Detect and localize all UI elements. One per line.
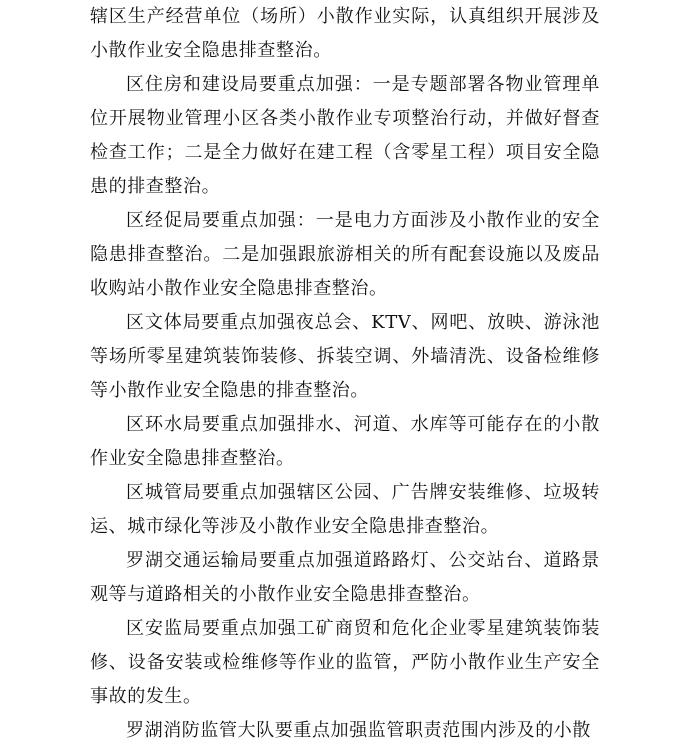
paragraph-environment-bureau: 区环水局要重点加强排水、河道、水库等可能存在的小散作业安全隐患排查整治。 [90,414,600,469]
paragraph-culture-bureau: 区文体局要重点加强夜总会、KTV、网吧、放映、游泳池等场所零星建筑装饰装修、拆装空调、外墙清洗、设备检维修等小散作业安全隐患的排查整治。 [90,312,600,401]
paragraph-safety-bureau: 区安监局要重点加强工矿商贸和危化企业零星建筑装饰装修、设备安装或检维修等作业的监管，严防小散作业生产安全事故的发生。 [90,618,600,707]
paragraph-housing-bureau: 区住房和建设局要重点加强：一是专题部署各物业管理单位开展物业管理小区各类小散作业专项整治行动，并做好督查检查工作；二是全力做好在建工程（含零星工程）项目安全隐患的排查整治。 [90,74,600,197]
paragraph-transport-bureau: 罗湖交通运输局要重点加强道路路灯、公交站台、道路景观等与道路相关的小散作业安全隐患排查整治。 [90,550,600,605]
paragraph-urban-management-bureau: 区城管局要重点加强辖区公园、广告牌安装维修、垃圾转运、城市绿化等涉及小散作业安全隐患排查整治。 [90,482,600,537]
paragraph-fire-brigade: 罗湖消防监管大队要重点加强监管职责范围内涉及的小散 [126,720,591,741]
paragraph-economic-bureau: 区经促局要重点加强：一是电力方面涉及小散作业的安全隐患排查整治。二是加强跟旅游相关的所有配套设施以及废品收购站小散作业安全隐患排查整治。 [90,210,600,299]
paragraph-continuation: 辖区生产经营单位（场所）小散作业实际，认真组织开展涉及小散作业安全隐患排查整治。 [90,6,600,61]
